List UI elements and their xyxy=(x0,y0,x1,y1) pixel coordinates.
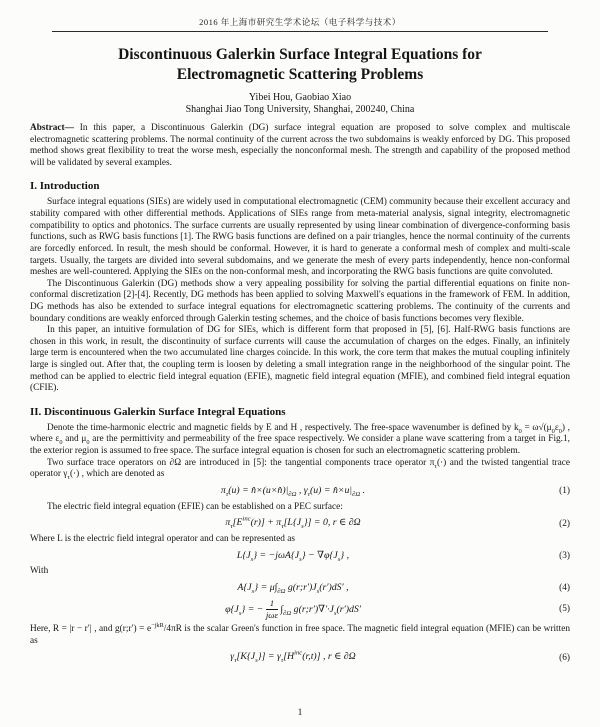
equation-6 xyxy=(30,650,570,665)
authors: Yibei Hou, Gaobiao Xiao xyxy=(248,91,352,103)
section1-paragraph-1: Surface integral equations (SIEs) are widely used in computational electromagnetic (CEM) community because their excellent accuracy and stability compared with other differential methods. Applications of SIEs range from meta-material analysis, signal integrity, electromagnetic compatibility to optics and photonics. The surface currents are usually represented by using linear combination of divergence-conforming basis functions, such as RWG basis functions [1]. The RWG basis functions are defined on a pair triangles, hence the normal continuity of the currents are forcedly enforced. In result, the mesh should be conformal. However, it is hard to generate a conformal mesh of complex and multi-scale targets. Usually, the targets are divided into several subdomains, and we generate the mesh of every parts independently, hence non-conformal meshes are well-countered. Applying the SIEs on the non-conformal mesh, and incorporating the RWG basis functions are quite convoluted. xyxy=(30,197,570,278)
equation-1-body: $\pi_\tau(u)$ = $n̂\times(u\times n̂)|_{\partial\Omega}$ , $\gamma_\tau(u)$ = $n̂\times u|_{\partial\Omega}$ . xyxy=(220,484,366,498)
page-number: 1 xyxy=(297,708,303,718)
running-header xyxy=(52,16,549,32)
section2-paragraph-1: Denote the time-harmonic electric and magnetic fields by E and H , respectively. The free-space wavenumber is defined by $k_0 = \omega√(\mu_0\varepsilon_0)$ , where $\varepsilon_0$ and $\mu_0$ are the permittivity and permeability of the free space respectively. We consider a plane wave scattering from a target in Fig.1, the exterior region is assumed to free space. The surface integral equation is chosen for such an electromagnetic scattering problem. xyxy=(30,422,570,457)
equation-5-body: $\varphi\{J_s\}$ = − $\frac{1}{\text{jωε}}$ $\int_{\partial\Omega}$ $g(r;r')\nabla'\cdot J_s(r')dS'$ xyxy=(225,597,361,620)
conference-header-text: 2016 年上海市研究生学术论坛（电子科学与技术） xyxy=(199,17,401,27)
section2-heading: II. Discontinuous Galerkin Surface Integral Equations xyxy=(30,405,286,418)
section1-paragraph-2: The Discontinuous Galerkin (DG) methods show a very appealing possibility for solving the partial differential equations on finite non-conformal discretization [2]-[4]. Recently, DG methods has been applied to solving Maxwell's equations in the framework of FEM. In addition, DG methods has also be extended to surface integral equations for electromagnetic scattering problems. The continuity of the currents and boundary conditions are weakly enforced through Galerkin testing schemes, and the choice of basis functions becomes very flexible. xyxy=(30,278,570,324)
affiliation: Shanghai Jiao Tong University, Shanghai, 200240, China xyxy=(185,103,415,115)
equation-4-number: (4) xyxy=(559,583,570,594)
equation-6-body: $\gamma_\tau[K\{J_s\}] = \gamma_\tau[H^{inc}(r,t)]$ , r ∈ ∂Ω xyxy=(230,650,356,665)
greens-function-paragraph: Here, R = |r − r′| , and g(r;r′) = $e^{-jkR}/4\pi R$ is the scalar Green's function in free space. The magnetic field integral equation (MFIE) can be written as xyxy=(30,622,570,646)
abstract-text: In this paper, a Discontinuous Galerkin (DG) surface integral equation are proposed to solve complex and multiscale electromagnetic scattering problems. The normal continuity of the current across the two subdomains is weakly enforced by DG. This proposed method shows great flexibility to treat the worse mesh, especially the nonconformal mesh. The strength and capability of the proposed method will be validated by several examples. xyxy=(30,123,570,168)
paper-title-line1: Discontinuous Galerkin Surface Integral Equations for xyxy=(118,46,482,63)
equation-1 xyxy=(30,484,570,498)
section1-heading: I. Introduction xyxy=(30,180,100,193)
abstract xyxy=(30,123,570,169)
abstract-label: Abstract— xyxy=(30,123,74,134)
equation-4-body: $A\{J_s\} = \mu\int_{\partial\Omega}$ $g(r;r')J_s(r')dS'$ , xyxy=(237,581,349,595)
equation-5-number: (5) xyxy=(559,604,570,615)
equation-5 xyxy=(30,597,570,620)
equation-3-body: $L\{J_s\} = -j\omega A\{J_s\} - \nabla\varphi\{J_s\}$ , xyxy=(236,549,350,563)
efie-intro-line: The electric field integral equation (EFIE) can be established on a PEC surface: xyxy=(47,501,343,512)
paper-title-line2: Electromagnetic Scattering Problems xyxy=(176,65,424,83)
with-line: With xyxy=(30,566,49,577)
equation-2 xyxy=(30,515,570,531)
equation-6-number: (6) xyxy=(559,652,570,663)
equation-2-body: $\pi_\tau[E^{inc}(r)] + \pi_\tau[L\{J_s\}] = 0$, r ∈ ∂Ω xyxy=(225,515,361,531)
equation-4 xyxy=(30,581,570,595)
section1-paragraph-3: In this paper, an intuitive formulation of DG for SIEs, which is different form that proposed in [5], [6]. Half-RWG basis functions are chosen in this work, in result, the discontinuity of surface currents will cause the accumulation of charges on the edges. Finally, an infinitely large term is encountered when the two accumulated line charges coincide. In this work, the core term that makes the mutual coupling infinitely large is singled out. After that, the coupling term is loosen by deleting a small integration range in the neighborhood of the singular point. The method can be applied to electric field integral equation (EFIE), magnetic field integral equation (MFIE), and combined field integral equation (CFIE). xyxy=(30,325,570,394)
equation-3 xyxy=(30,549,570,563)
equation-3-number: (3) xyxy=(559,550,570,561)
paper-title xyxy=(54,45,546,85)
equation-1-number: (1) xyxy=(559,486,570,497)
section2-paragraph-2: Two surface trace operators on ∂Ω are introduced in [5]: the tangential components trace operator $\pi_\tau(\cdot)$ and the twisted tangential trace operator $\gamma_\tau(\cdot)$ , which are denoted as xyxy=(30,457,571,482)
operator-where-line: Where L is the electric field integral operator and can be represented as xyxy=(30,533,295,544)
equation-2-number: (2) xyxy=(559,518,570,529)
